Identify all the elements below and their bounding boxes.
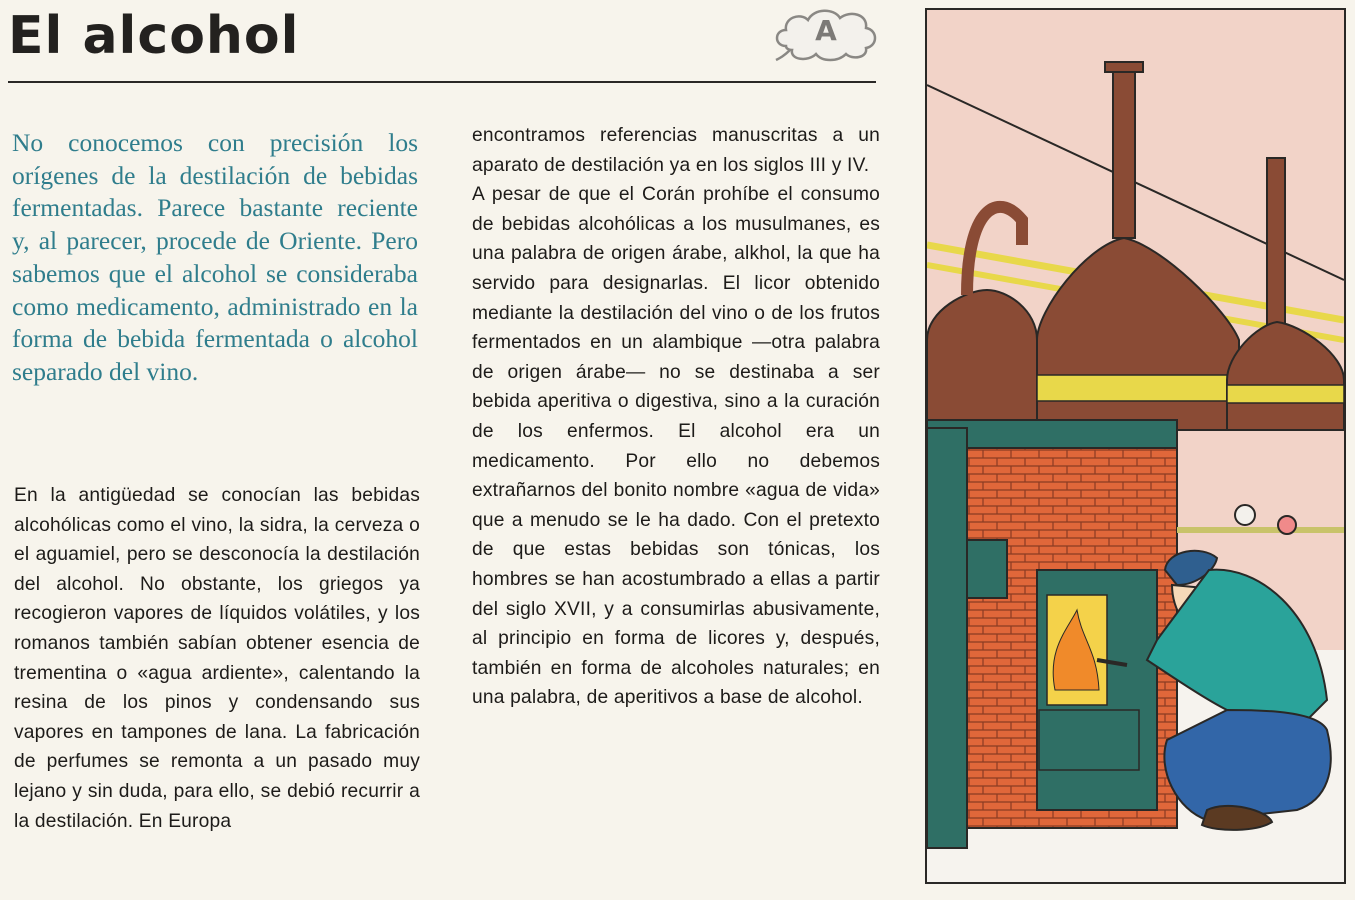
header-rule xyxy=(8,81,876,83)
body-column-middle xyxy=(472,121,880,713)
distillery-illustration xyxy=(925,8,1346,884)
body-column-left: En la antigüedad se conocían las bebidas alcohólicas como el vino, la sidra, la cerveza o el aguamiel, pero se desconocía la destilación del alcohol. No obstante, los griegos ya recogieron vapores de líquidos volátiles, y los romanos también sabían obtener esencia de trementina o «agua ardiente», calentando la resina de los pinos y condensando sus vapores en tampones de lana. La fabricación de perfumes se remonta a un pasado muy lejano y sin duda, para ello, se debió recurrir a la destilación. En Europa xyxy=(14,485,420,832)
intro-paragraph: No conocemos con precisión los orígenes de la destilación de bebidas fermentadas. Parece bastante reciente y, al parecer, procede de Oriente. Pero sabemos que el alcohol se consideraba como medicamento, administrado en la forma de bebida fermentada o alcohol separado del vino. xyxy=(12,128,418,386)
section-badge xyxy=(772,6,880,64)
body-paragraph-1: encontramos referencias manuscritas a un aparato de destilación ya en los siglos III y IV. xyxy=(472,125,880,176)
body-paragraph-2: A pesar de que el Corán prohíbe el consumo de bebidas alcohólicas a los musulmanes, es una palabra de origen árabe, alkhol, la que ha servido para designarlas. El licor obtenido mediante la destilación del vino o de los frutos fermentados en un alambique —otra palabra de origen árabe— no se destinaba a ser bebida aperitiva o digestiva, sino a la curación de los enfermos. El alcohol era un medicamento. Por ello no debemos extrañarnos del bonito nombre «agua de vida» que a menudo se le ha dado. Con el pretexto de que estas bebidas son tónicas, los hombres se han acostumbrado a ellas a partir del siglo XVII, y a consumirlas abusivamente, al principio en forma de licores y, después, también en forma de alcoholes naturales; en una palabra, de aperitivos a base de alcohol. xyxy=(472,184,880,709)
page-title: El alcohol xyxy=(8,6,300,66)
badge-letter: A xyxy=(815,14,837,47)
